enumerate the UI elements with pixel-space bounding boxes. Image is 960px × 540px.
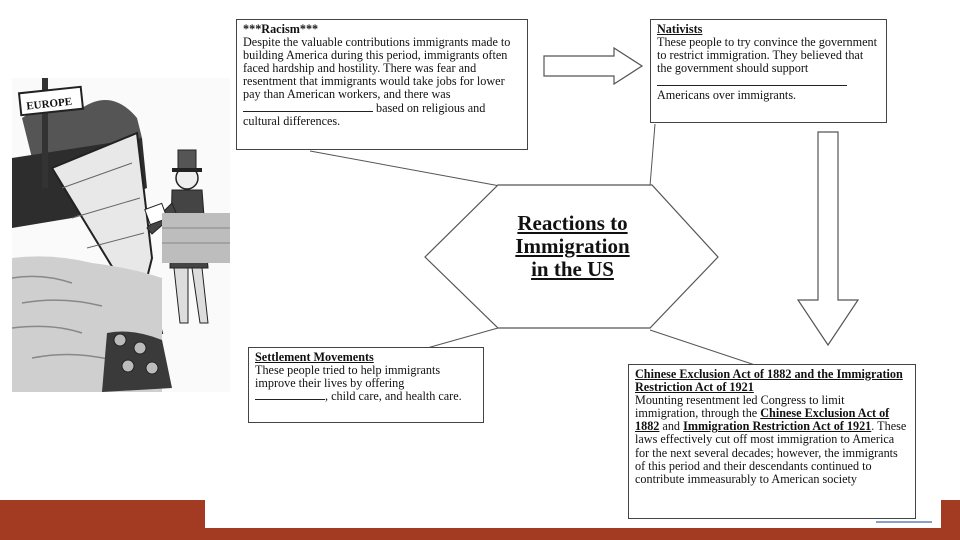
settlement-title: Settlement Movements bbox=[255, 350, 374, 364]
settlement-box bbox=[248, 347, 484, 423]
exclusion-box bbox=[628, 364, 916, 519]
settlement-text-end: child care, and health care. bbox=[331, 389, 462, 404]
nativists-blank bbox=[657, 75, 847, 86]
settlement-comma: , bbox=[325, 389, 329, 404]
center-title-line-1: Reactions to bbox=[517, 211, 628, 235]
arrow-right bbox=[544, 48, 642, 84]
connector-exclusion bbox=[650, 330, 758, 366]
racism-blank bbox=[243, 111, 373, 112]
racism-text-end: based on religious and cultural differences. bbox=[243, 100, 486, 128]
settlement-blank bbox=[255, 399, 325, 400]
center-title bbox=[470, 212, 675, 281]
exclusion-act-1921: Immigration Restriction Act of 1921 bbox=[683, 419, 872, 434]
cartoon-sign-text: EUROPE bbox=[25, 95, 73, 113]
connector-nativists bbox=[650, 124, 655, 186]
exclusion-act-1882: Chinese Exclusion Act of 1882 bbox=[635, 406, 890, 434]
exclusion-text: Mounting resentment led Congress to limit immigration, through the bbox=[635, 393, 845, 421]
settlement-text: These people tried to help immigrants improve their lives by offering bbox=[255, 363, 441, 391]
exclusion-title: Chinese Exclusion Act of 1882 and the Immigration Restriction Act of 1921 bbox=[635, 367, 903, 395]
nativists-text: These people to try convince the government to restrict immigration. They believed that the government should support bbox=[657, 35, 877, 76]
exclusion-text-end: . These laws effectively cut off most immigration to America for the next several decades; however, the immigrants of this period and their descendants continued to contribute immeasurably to American society bbox=[635, 419, 907, 486]
arrow-down bbox=[798, 132, 858, 345]
nativists-box bbox=[650, 19, 887, 123]
center-title-line-2: Immigration bbox=[515, 234, 630, 258]
racism-text: Despite the valuable contributions immigrants made to building America during this period, immigrants often faced hardship and hostility. There was fear and resentment that immigrants would take jobs for lower pay than American workers, and there was bbox=[243, 35, 511, 102]
nativists-text-end: Americans over immigrants. bbox=[657, 88, 797, 103]
connector-racism bbox=[310, 151, 500, 186]
nativists-title: Nativists bbox=[657, 22, 703, 36]
racism-box bbox=[236, 19, 528, 150]
exclusion-and: and bbox=[662, 419, 681, 434]
center-title-line-3: in the US bbox=[531, 257, 614, 281]
racism-title: ***Racism*** bbox=[243, 22, 319, 36]
